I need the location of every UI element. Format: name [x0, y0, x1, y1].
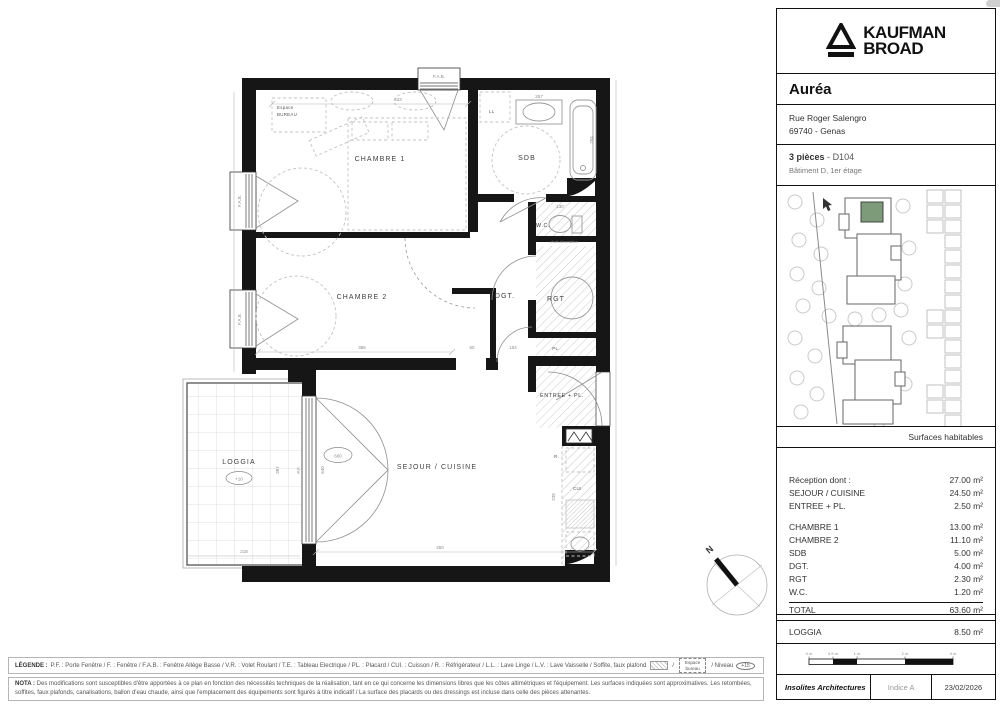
- info-panel: [776, 8, 996, 700]
- niveau-value: +15: [736, 662, 754, 670]
- dim-wc: 130: [556, 204, 564, 209]
- scale-bar: [777, 644, 995, 674]
- parking-stalls: [927, 190, 961, 427]
- svg-text:238: 238: [551, 493, 556, 501]
- table-row: CHAMBRE 2 11.10 m²: [789, 534, 983, 545]
- table-row: W.C. 1.20 m²: [789, 586, 983, 597]
- surfaces-title: Surfaces habitables: [777, 427, 995, 448]
- svg-text:640: 640: [320, 466, 325, 474]
- mouse-cursor-icon: [823, 198, 832, 211]
- legend-sep: /: [672, 662, 674, 669]
- title-block: [777, 674, 995, 699]
- nota-box: [8, 677, 764, 701]
- loggia-row: LOGGIA 8.50 m²: [777, 620, 995, 645]
- svg-text:60: 60: [469, 345, 475, 350]
- fab-window-top: [418, 68, 460, 130]
- dim-sdb: 257: [535, 94, 543, 99]
- project-address: [777, 105, 995, 145]
- unit-type: 3 pièces: [789, 152, 825, 163]
- svg-text:0 m: 0 m: [805, 651, 813, 657]
- north-label: N: [703, 543, 716, 556]
- svg-text:386: 386: [358, 345, 366, 350]
- sejour-label: SEJOUR / CUISINE: [396, 464, 478, 471]
- plan-date: 23/02/2026: [931, 675, 995, 699]
- nota-text: Des modifications sont susceptibles d'être apportées à ce plan en fonction des nécessités techniques de la réalisation, tant en ce qui concerne les dimensions libres que les côtes altimétriques et l'équipement. Les surfaces indiquées sont approximatives. Les retombées, soffites, faux plafonds, canalisations, ballon d'eau chaude, ainsi que l'emplacement des équipements sont figurés à titre indicatif / La surface des placards ou des dressings est incluse dans celle des pièces attenantes.: [15, 681, 752, 696]
- svg-text:104: 104: [509, 345, 517, 350]
- scale-bar-svg: [801, 648, 971, 670]
- address-line1: Rue Roger Salengro: [789, 113, 867, 124]
- table-row: DGT. 4.00 m²: [789, 560, 983, 571]
- unit-separator: -: [827, 152, 831, 163]
- svg-text:460: 460: [436, 545, 444, 550]
- svg-text:387: 387: [275, 466, 280, 474]
- niveau-label: / Niveau: [711, 662, 734, 669]
- table-row: SEJOUR / CUISINE 24.50 m²: [789, 487, 983, 498]
- pf-label: P.F.: [296, 466, 301, 474]
- loggia-label: LOGGIA: [222, 459, 256, 466]
- fab-label: F.A.B.: [237, 312, 242, 326]
- soffit-hatch-swatch: [650, 661, 668, 670]
- chambre2-label: CHAMBRE 2: [336, 294, 388, 301]
- table-row: RGT 2.30 m²: [789, 573, 983, 584]
- table-row: CHAMBRE 1 13.00 m²: [789, 521, 983, 532]
- brand-header: [777, 9, 995, 74]
- svg-text:218: 218: [240, 549, 248, 554]
- legend-title: LÉGENDE :: [15, 662, 48, 669]
- scrollbar-fragment[interactable]: [986, 0, 1000, 7]
- svg-text:1 m: 1 m: [853, 651, 861, 657]
- dgt-label: DGT.: [494, 293, 516, 300]
- brand-name: KAUFMAN BROAD: [863, 23, 946, 59]
- revision-index: Indice A: [870, 675, 930, 699]
- entree-label: ENTREE + PL.: [539, 393, 585, 399]
- total-row: TOTAL 63.60 m²: [789, 602, 983, 617]
- cui-label: CUI: [573, 486, 582, 491]
- fab-label: F.A.B.: [237, 194, 242, 208]
- loggia-level: +10: [235, 476, 243, 482]
- compass-rose: [704, 544, 767, 615]
- site-road: [813, 192, 837, 424]
- address-line2: 69740 - Genas: [789, 126, 846, 137]
- espace-bureau-label-1: Espace: [277, 105, 294, 110]
- table-row: SDB 5.00 m²: [789, 547, 983, 558]
- espace-bureau-label-2: BUREAU: [277, 112, 298, 117]
- site-plan: [777, 186, 995, 427]
- chute-label: chute alimentation: [550, 240, 578, 244]
- fab-label: F.A.B.: [432, 74, 446, 79]
- washing-machine-label: LL: [489, 109, 495, 114]
- kaufman-broad-logo-icon: [826, 23, 856, 59]
- nota-title: NOTA :: [15, 681, 35, 687]
- chambre1-label: CHAMBRE 1: [354, 156, 406, 163]
- unit-location: Bâtiment D, 1er étage: [789, 166, 862, 176]
- rgt-label: RGT: [546, 296, 566, 303]
- building-cluster-bottom: [837, 326, 905, 424]
- project-title: Auréa: [777, 74, 995, 105]
- site-plan-svg: [777, 186, 995, 427]
- sdb-label: SDB: [518, 155, 536, 162]
- table-row: Réception dont : 27.00 m²: [789, 474, 983, 485]
- table-row: ENTREE + PL. 2.50 m²: [789, 500, 983, 511]
- svg-text:3 m: 3 m: [949, 651, 957, 657]
- pf-window-loggia: [296, 396, 388, 544]
- unit-number: D104: [832, 152, 855, 163]
- espace-bureau-key: Espace bureau: [679, 658, 706, 672]
- pl-label: PL.: [552, 346, 560, 351]
- svg-text:433: 433: [394, 97, 402, 102]
- unit-info: [777, 145, 995, 186]
- svg-text:600: 600: [334, 453, 342, 459]
- architect-name: Insolites Architectures: [785, 682, 866, 692]
- legend-bar: [8, 657, 764, 674]
- fab-window-ch1: [230, 172, 298, 230]
- legend-text: P.F. : Porte Fenêtre / F. : Fenêtre / F.A.B. : Fenêtre Allège Basse / V.R. : Volet Roulant / T.E. : Tableau Electrique / PL. : Placard / CUI. : Cuisson / R. : Réfrigérateur / L.L. : Lave Linge / L.V. : Lave Vaisselle / Soffite, faux plafond: [50, 662, 647, 669]
- surfaces-table: [777, 448, 995, 615]
- wc-label: W.C.: [535, 223, 551, 229]
- dim-bath: 204: [589, 136, 594, 144]
- svg-text:0.5 m: 0.5 m: [827, 651, 839, 657]
- svg-text:2 m: 2 m: [901, 651, 909, 657]
- fridge-label: R.: [554, 454, 559, 459]
- highlighted-unit: [861, 202, 883, 222]
